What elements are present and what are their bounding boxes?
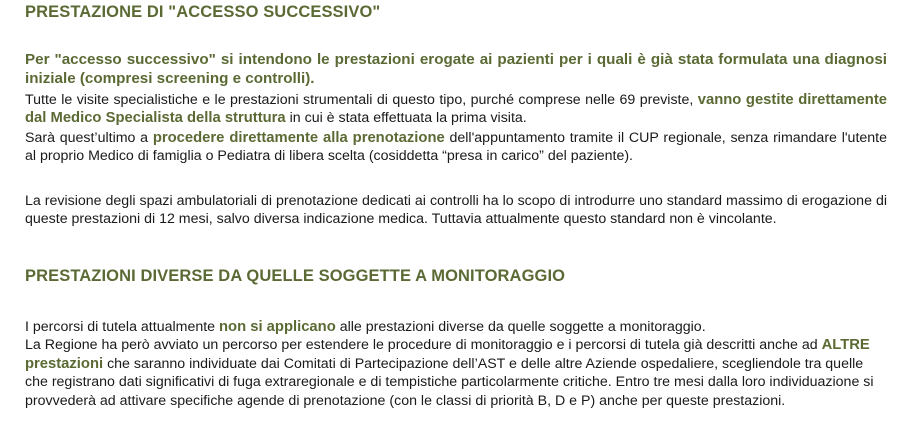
section-heading-prestazioni-diverse: PRESTAZIONI DIVERSE DA QUELLE SOGGETTE A MONITORAGGIO <box>25 267 566 285</box>
line-block <box>25 318 887 336</box>
text-run: Tutte le visite specialistiche e le prestazioni strumentali di questo tipo, purché comprese nelle 69 previste, <box>25 92 698 108</box>
text-run: dell'appuntamento tramite il CUP regionale, senza rimandare l'utente al proprio Medico di famiglia o Pediatra di libera scelta (cosiddetta “presa in carico” del paziente). <box>25 130 887 165</box>
highlight-text: procedere direttamente alla prenotazione <box>152 130 445 146</box>
paragraph-percorsi-tutela <box>25 318 887 410</box>
paragraph-visite-specialistiche <box>25 91 887 128</box>
paragraph-prenotazione <box>25 129 887 166</box>
text-run: La Regione ha però avviato un percorso per estendere le procedure di monitoraggio e i percorsi di tutela già descritti anche ad <box>25 337 822 354</box>
intro-paragraph: Per "accesso successivo" si intendono le prestazioni erogate ai pazienti per i quali è già stata formulata una diagnosi iniziale (compresi screening e controlli). <box>25 51 887 87</box>
text-run: che saranno individuate dai Comitati di Partecipazione dell’AST e delle altre Aziende ospedaliere, scegliendole tra quelle che registrano dati significativi di fuga extraregionale e di tempistiche particolarmente critiche. Entro tre mesi dalla loro individuazione si provvederà ad attivare specifiche agende di prenotazione (con le classi di priorità B, D e P) anche per queste prestazioni. <box>25 355 874 409</box>
paragraph-revisione-spazi: La revisione degli spazi ambulatoriali di prenotazione dedicati ai controlli ha lo scopo di introdurre uno standard massimo di erogazione di queste prestazioni di 12 mesi, salvo diversa indicazione medica. Tuttavia attualmente questo standard non è vincolante. <box>25 193 887 228</box>
text-run: I percorsi di tutela attualmente <box>25 319 219 335</box>
highlight-text: non si applicano <box>219 319 336 335</box>
line-block <box>25 336 887 410</box>
text-run: Sarà quest’ultimo a <box>25 130 153 146</box>
text-run: alle prestazioni diverse da quelle soggette a monitoraggio. <box>335 319 706 335</box>
highlight-text: ALTRE prestazioni <box>25 337 870 372</box>
highlight-text: vanno gestite direttamente dal Medico Specialista della struttura <box>25 92 888 127</box>
section-heading-accesso-successivo: PRESTAZIONE DI "ACCESSO SUCCESSIVO" <box>25 3 381 21</box>
text-run: in cui è stata effettuata la prima visita. <box>285 110 527 127</box>
